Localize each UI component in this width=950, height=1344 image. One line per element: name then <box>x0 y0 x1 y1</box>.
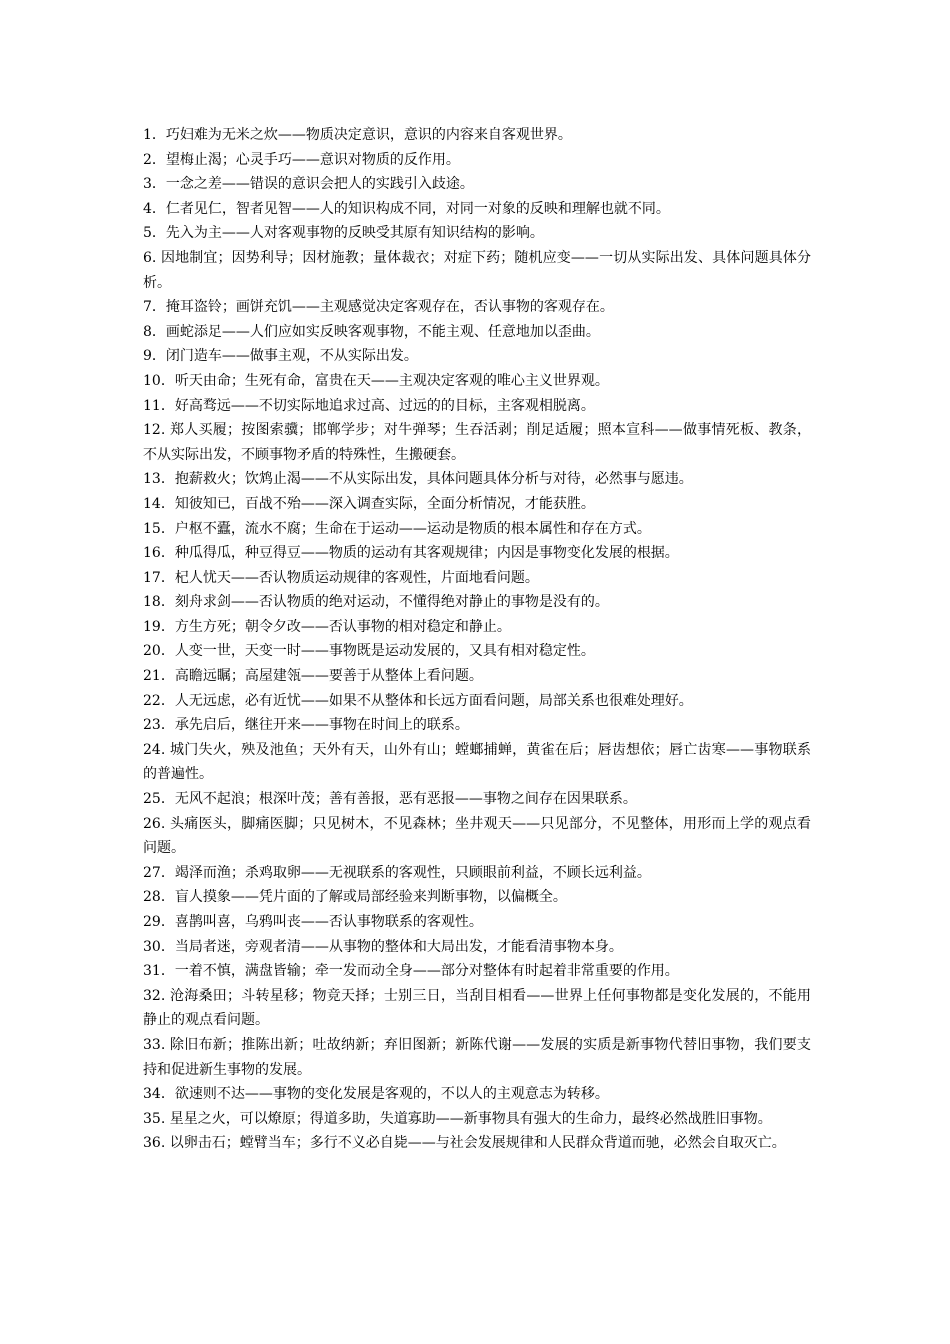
list-item: 3．一念之差——错误的意识会把人的实践引入歧途。 <box>143 176 474 193</box>
list-item: 22．人无远虑，必有近忧——如果不从整体和长远方面看问题，局部关系也很难处理好。 <box>143 692 693 709</box>
list-item: 28．盲人摸象——凭片面的了解或局部经验来判断事物，以偏概全。 <box>143 889 567 906</box>
list-item: 21．高瞻远瞩；高屋建瓴——要善于从整体上看问题。 <box>143 668 483 685</box>
list-item: 20．人变一世，天变一时——事物既是运动发展的，又具有相对稳定性。 <box>143 643 595 660</box>
list-item: 29．喜鹊叫喜，乌鸦叫丧——否认事物联系的客观性。 <box>143 914 483 930</box>
list-item: 5．先入为主——人对客观事物的反映受其原有知识结构的影响。 <box>143 225 544 242</box>
list-item: 35. 星星之火，可以燎原；得道多助，失道寡助——新事物具有强大的生命力，最终必然战胜旧事物。 <box>143 1110 772 1127</box>
list-item: 36. 以卵击石；螳臂当车；多行不义必自毙——与社会发展规律和人民群众背道而驰，必然会自取灭亡。 <box>143 1135 786 1152</box>
list-item: 26. 头痛医头，脚痛医脚；只见树木，不见森林；坐井观天——只见部分，不见整体，用形而上学的观点看问题。 <box>143 815 811 857</box>
list-item: 8．画蛇添足——人们应如实反映客观事物，不能主观、任意地加以歪曲。 <box>143 323 600 340</box>
list-item: 1．巧妇难为无米之炊——物质决定意识，意识的内容来自客观世界。 <box>143 127 572 143</box>
list-item: 7．掩耳盗铃；画饼充饥——主观感觉决定客观存在，否认事物的客观存在。 <box>143 299 614 316</box>
list-item: 30．当局者迷，旁观者清——从事物的整体和大局出发，才能看清事物本身。 <box>143 938 623 955</box>
list-item: 10．听天由命；生死有命，富贵在天——主观决定客观的唯心主义世界观。 <box>143 372 609 389</box>
list-item: 18．刻舟求剑——否认物质的绝对运动，不懂得绝对静止的事物是没有的。 <box>143 594 609 611</box>
list-item: 2．望梅止渴；心灵手巧——意识对物质的反作用。 <box>143 151 460 168</box>
list-item: 12. 郑人买履；按图索骥；邯郸学步；对牛弹琴；生吞活剥；削足适履；照本宣科——做事情死板、教条，不从实际出发，不顾事物矛盾的特殊性，生搬硬套。 <box>143 422 811 463</box>
list-item: 9．闭门造车——做事主观，不从实际出发。 <box>143 348 418 365</box>
list-item: 19．方生方死；朝令夕改——否认事物的相对稳定和静止。 <box>143 618 511 635</box>
list-item: 31．一着不慎，满盘皆输；牵一发而动全身——部分对整体有时起着非常重要的作用。 <box>143 963 679 980</box>
list-item: 15．户枢不蠹，流水不腐；生命在于运动——运动是物质的根本属性和存在方式。 <box>143 520 651 537</box>
list-item: 34．欲速则不达——事物的变化发展是客观的，不以人的主观意志为转移。 <box>143 1086 609 1103</box>
list-item: 24. 城门失火，殃及池鱼；天外有天，山外有山；螳螂捕蝉，黄雀在后；唇齿想依；唇亡齿寒——事物联系的普遍性。 <box>143 741 811 783</box>
list-item: 14．知彼知已，百战不殆——深入调查实际，全面分析情况，才能获胜。 <box>143 495 595 512</box>
document-body <box>143 123 811 1156</box>
list-item: 16．种瓜得瓜，种豆得豆——物质的运动有其客观规律；内因是事物变化发展的根据。 <box>143 545 679 562</box>
list-item: 23．承先启后，继往开来——事物在时间上的联系。 <box>143 717 469 734</box>
list-item: 27．竭泽而渔；杀鸡取卵——无视联系的客观性，只顾眼前利益，不顾长远利益。 <box>143 864 651 881</box>
list-item: 33. 除旧布新；推陈出新；吐故纳新；弃旧图新；新陈代谢——发展的实质是新事物代替旧事物，我们要支持和促进新生事物的发展。 <box>143 1036 811 1078</box>
list-item: 11．好高骛远——不切实际地追求过高、过远的的目标，主客观相脱离。 <box>143 397 595 414</box>
list-item: 4．仁者见仁，智者见智——人的知识构成不同，对同一对象的反映和理解也就不同。 <box>143 200 670 217</box>
list-item: 13．抱薪救火；饮鸩止渴——不从实际出发，具体问题具体分析与对待，必然事与愿违。 <box>143 471 693 488</box>
list-item: 6. 因地制宜；因势利导；因材施教；量体裁衣；对症下药；随机应变——一切从实际出发、具体问题具体分析。 <box>143 249 811 291</box>
list-item: 25．无风不起浪；根深叶茂；善有善报，恶有恶报——事物之间存在因果联系。 <box>143 791 637 808</box>
list-item: 17．杞人忧天——否认物质运动规律的客观性，片面地看问题。 <box>143 569 539 586</box>
list-item: 32. 沧海桑田；斗转星移；物竞天择；士别三日，当刮目相看——世界上任何事物都是变化发展的，不能用静止的观点看问题。 <box>143 987 811 1029</box>
